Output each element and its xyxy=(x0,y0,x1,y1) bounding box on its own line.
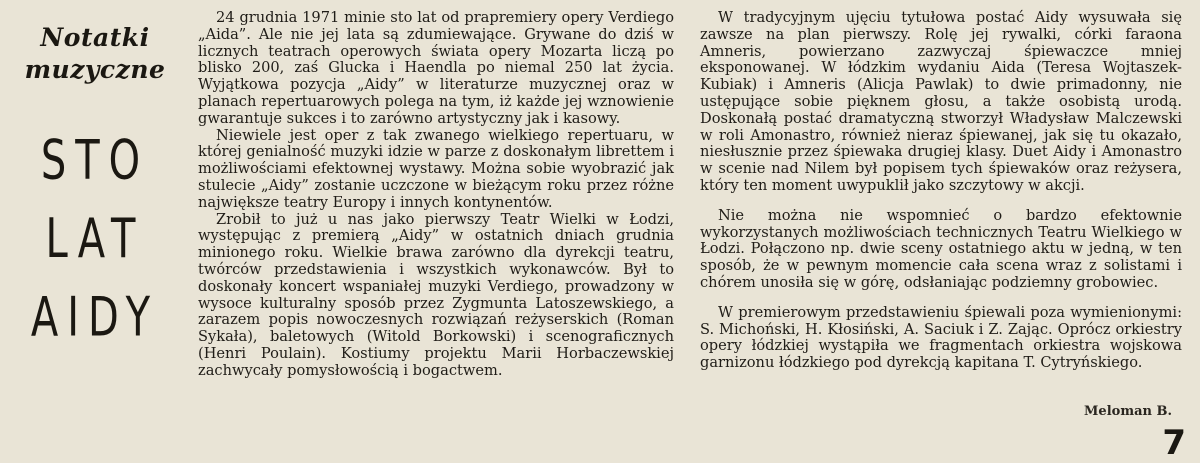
text-column-2 xyxy=(700,10,1182,372)
author-signature: Meloman B. xyxy=(1084,404,1172,419)
paragraph: W premierowym przedstawieniu śpiewali poza wymienionymi: S. Michoński, H. Kłosiński, A. Saciuk i Z. Zając. Oprócz orkiestry opery łódzkiej wystąpiła we fragmentach orkiestra wojskowa garnizonu łódzkiego pod dyrekcją kapitana T. Cytryńskiego. xyxy=(700,303,1182,372)
rubric-line-2: muzyczne xyxy=(24,55,166,84)
text-column-1 xyxy=(198,10,674,380)
article-heading xyxy=(10,22,180,349)
rubric-label xyxy=(10,22,180,86)
article-title xyxy=(10,122,180,357)
title-line-1: STO xyxy=(40,130,150,193)
paragraph: Zrobił to już u nas jako pierwszy Teatr Wielki w Łodzi, występując z premierą „Aidy” w ostatnich dniach grudnia minionego roku. Wielkie brawa zarówno dla dyrekcji teatru, twórców przedstawienia i wszystkich wykonawców. Był to doskonały koncert wspaniałej muzyki Verdiego, prowadzony w wysoce kulturalny sposób przez Zygmunta Latoszewskiego, a zarazem popis nowoczesnych rozwiązań reżyserskich (Roman Sykała), baletowych (Witold Borkowski) i scenograficznych (Henri Poulain). Kostiumy projektu Marii Horbaczewskiej zachwycały pomysłowością i bogactwem. xyxy=(198,210,674,379)
title-line-2: LAT xyxy=(45,208,145,271)
paragraph: W tradycyjnym ujęciu tytułowa postać Aidy wysuwała się zawsze na plan pierwszy. Rolę jej rywalki, córki faraona Amneris, powierzano zazwyczaj śpiewaczce mniej eksponowanej. W łódzkim wydaniu Aida (Teresa Wojtaszek-Kubiak) i Amneris (Alicja Pawlak) to dwie primadonny, nie ustępujące sobie pięknem głosu, a także osobistą urodą. Doskonałą postać dramatyczną stworzył Władysław Malczewski w roli Amonastro, również nieraz śpiewanej, jak się tu okazało, niesłusznie przez śpiewaka drugiej klasy. Duet Aidy i Amonastro w scenie nad Nilem był popisem tych śpiewaków oraz reżysera, który ten moment uwypuklił jako szczytowy w akcji. xyxy=(700,9,1182,194)
page-number: 7 xyxy=(1162,423,1186,463)
paragraph: Niewiele jest oper z tak zwanego wielkiego repertuaru, w której genialność muzyki idzie w parze z doskonałym librettem i możliwościami efektownej wystawy. Można sobie wyobrazić jak stulecie „Aidy” zostanie uczczone w bieżącym roku przez różne największe teatry Europy i innych kontynentów. xyxy=(198,126,674,211)
title-line-3: AIDY xyxy=(30,286,160,349)
paragraph: Nie można nie wspomnieć o bardzo efektownie wykorzystanych możliwościach technicznych Teatru Wielkiego w Łodzi. Połączono np. dwie sceny ostatniego aktu w jedną, w ten sposób, że w pewnym momencie cała scena wraz z solistami i chórem unosiła się w górę, odsłaniając podziemny grobowiec. xyxy=(700,206,1182,291)
rubric-line-1: Notatki xyxy=(40,23,150,52)
paragraph: 24 grudnia 1971 minie sto lat od prapremiery opery Verdiego „Aida”. Ale nie jej lata są zdumiewające. Grywane do dziś w licznych teatrach operowych świata opery Mozarta liczą po blisko 200, zaś Glucka i Haendla po niemal 250 lat życia. Wyjątkowa pozycja „Aidy” w literaturze muzycznej oraz w planach repertuarowych polega na tym, iż każde jej wznowienie gwarantuje sukces i to zarówno artystyczny jak i kasowy. xyxy=(198,9,674,127)
